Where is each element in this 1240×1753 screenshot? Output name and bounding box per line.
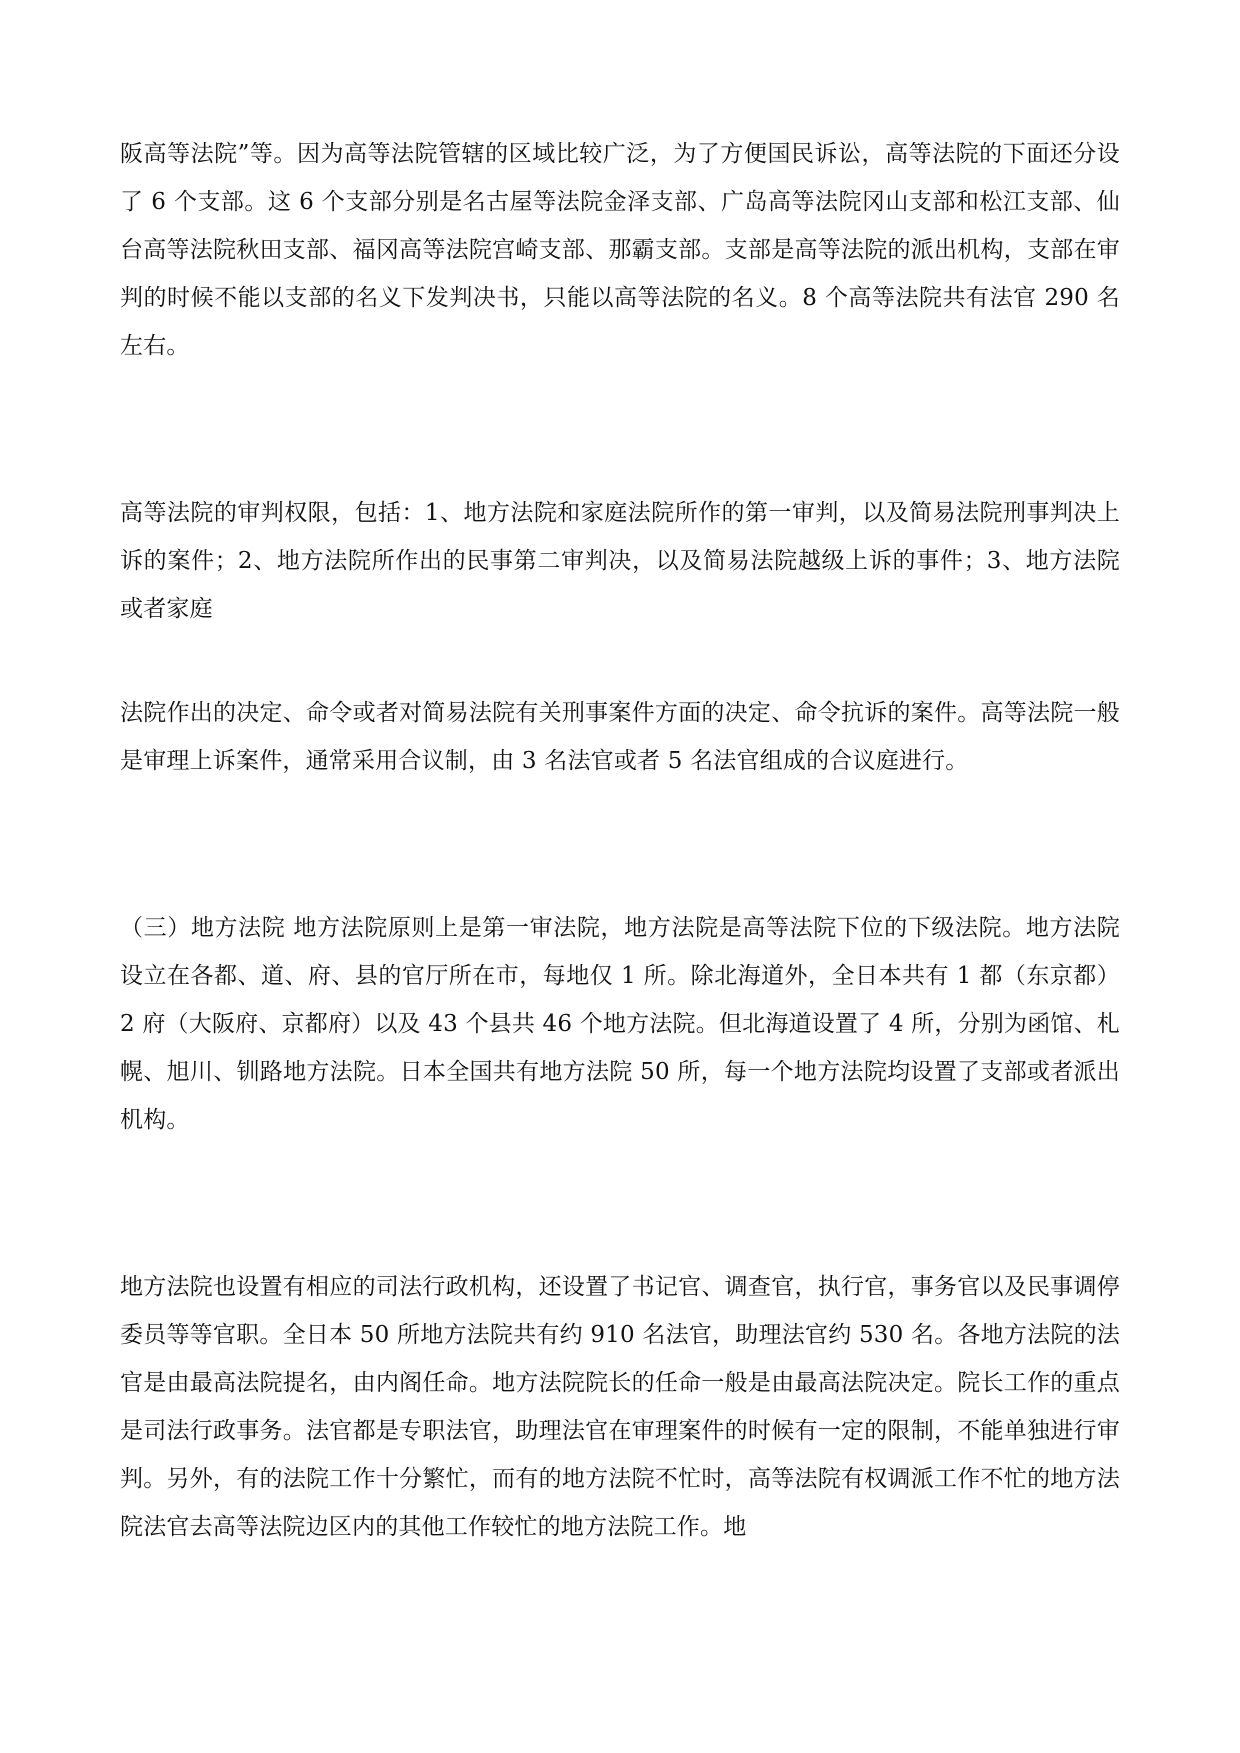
paragraph-district-courts: （三）地方法院 地方法院原则上是第一审法院，地方法院是高等法院下位的下级法院。地方法院设立在各都、道、府、县的官厅所在市，每地仅 1 所。除北海道外，全日本共有 1 都（东京都）2 府（大阪府、京都府）以及 43 个县共 46 个地方法院。但北海道设置了 4 所，分别为函馆、札幌、旭川、钏路地方法院。日本全国共有地方法院 50 所，每一个地方法院均设置了支部或者派出机构。 — [120, 915, 1120, 1133]
paragraph-high-court-branches: 阪高等法院”等。因为高等法院管辖的区域比较广泛，为了方便国民诉讼，高等法院的下面还分设了 6 个支部。这 6 个支部分别是名古屋等法院金泽支部、广岛高等法院冈山支部和松江支部、仙台高等法院秋田支部、福冈高等法院宫崎支部、那霸支部。支部是高等法院的派出机构，支部在审判的时候不能以支部的名义下发判决书，只能以高等法院的名义。8 个高等法院共有法官 290 名左右。 — [120, 141, 1120, 359]
paragraph-high-court-appeals: 法院作出的决定、命令或者对简易法院有关刑事案件方面的决定、命令抗诉的案件。高等法院一般是审理上诉案件，通常采用合议制，由 3 名法官或者 5 名法官组成的合议庭进行。 — [120, 700, 1120, 774]
paragraph-district-court-administration: 地方法院也设置有相应的司法行政机构，还设置了书记官、调查官，执行官，事务官以及民事调停委员等等官职。全日本 50 所地方法院共有约 910 名法官，助理法官约 530 名。各地方法院的法官是由最高法院提名，由内阁任命。地方法院院长的任命一般是由最高法院决定。院长工作的重点是司法行政事务。法官都是专职法官，助理法官在审理案件的时候有一定的限制，不能单独进行审判。另外，有的法院工作十分繁忙，而有的地方法院不忙时，高等法院有权调派工作不忙的地方法院法官去高等法院边区内的其他工作较忙的地方法院工作。地 — [120, 1274, 1120, 1540]
paragraph-high-court-jurisdiction: 高等法院的审判权限，包括：1、地方法院和家庭法院所作的第一审判，以及简易法院刑事判决上诉的案件；2、地方法院所作出的民事第二审判决，以及简易法院越级上诉的事件；3、地方法院或者家庭 — [120, 500, 1120, 622]
document-page — [120, 130, 1120, 1551]
